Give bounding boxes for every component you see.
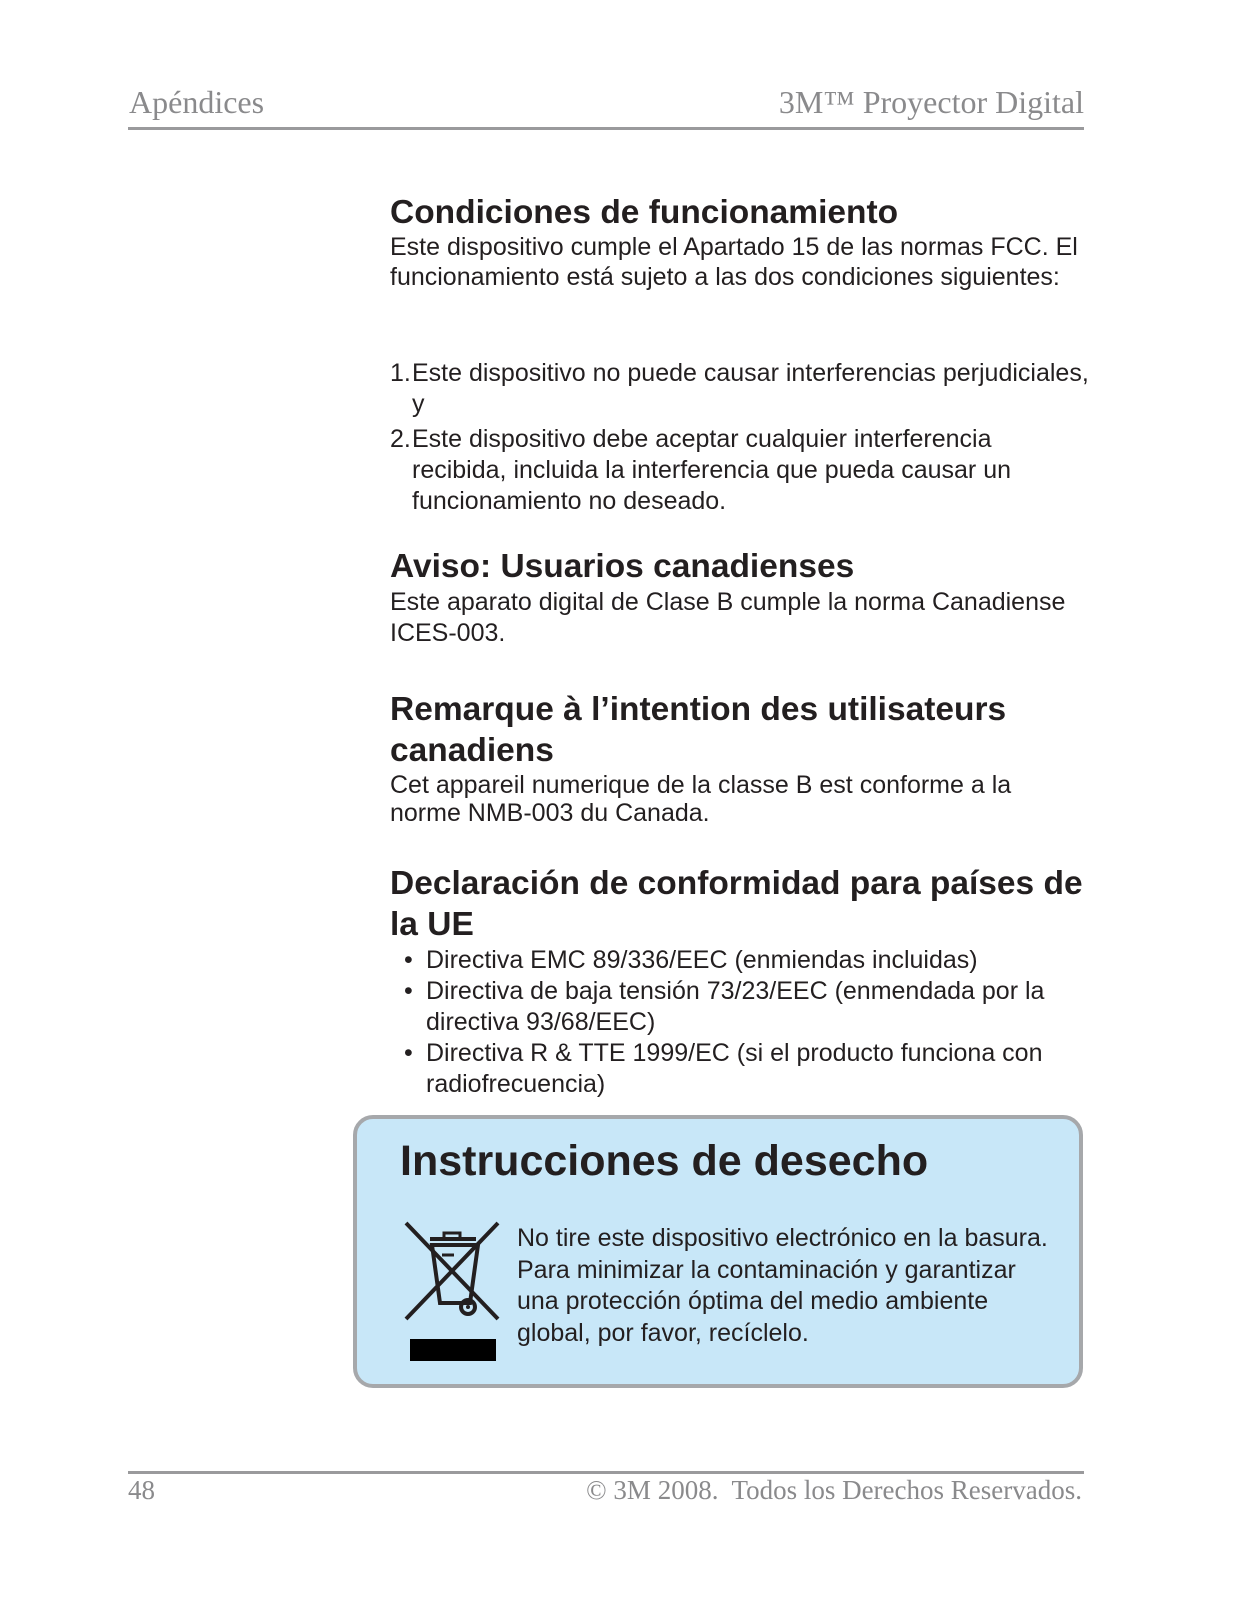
- header-rule: [128, 127, 1084, 130]
- disposal-box: [353, 1115, 1083, 1388]
- section-canadian-notice: [390, 546, 1110, 649]
- disposal-text: No tire este dispositivo electrónico en la basura. Para minimizar la contaminación y garantizar una protección óptima del medio ambiente global, por favor, recíclelo.: [517, 1224, 1048, 1347]
- list-item: [390, 358, 1090, 420]
- disposal-title: Instrucciones de desecho: [400, 1137, 929, 1185]
- section-body: Cet appareil numerique de la classe B est conforme a la norme NMB-003 du Canada.: [390, 771, 1012, 827]
- crossed-out-wheelie-bin-icon: [402, 1215, 502, 1365]
- bullet: •: [404, 977, 413, 1005]
- list-text: Directiva R & TTE 1999/EC (si el producto funciona con radiofrecuencia): [426, 1039, 1043, 1098]
- list-item: [390, 976, 1110, 1038]
- section-operating-conditions: [390, 192, 1110, 292]
- conditions-list: [390, 358, 1090, 517]
- list-item: [390, 424, 1090, 517]
- section-title: Remarque à l’intention des utilisateurs canadiens: [390, 691, 1007, 769]
- list-number: 2.: [390, 425, 411, 453]
- section-title: Declaración de conformidad para países de la UE: [390, 865, 1083, 943]
- list-item: [390, 1038, 1110, 1100]
- list-item: [390, 945, 1110, 976]
- copyright-notice: © 3M 2008. Todos los Derechos Reservados.: [586, 1475, 1082, 1505]
- directives-list: [390, 945, 1110, 1100]
- bullet: •: [404, 946, 413, 974]
- section-title: Aviso: Usuarios canadienses: [390, 548, 855, 585]
- list-text: Este dispositivo no puede causar interferencias perjudiciales, y: [412, 359, 1089, 418]
- section-eu-conformity: [390, 863, 1110, 1100]
- page-number: 48: [128, 1475, 155, 1505]
- section-body: Este aparato digital de Clase B cumple la norma Canadiense ICES-003.: [390, 588, 1066, 647]
- running-header-section: Apéndices: [129, 84, 265, 120]
- bullet: •: [404, 1039, 413, 1067]
- list-number: 1.: [390, 359, 411, 387]
- section-title: Condiciones de funcionamiento: [390, 194, 899, 231]
- list-text: Este dispositivo debe aceptar cualquier interferencia recibida, incluida la interferencia que pueda causar un funcionamiento no deseado.: [412, 425, 1011, 515]
- section-canadian-notice-fr: [390, 689, 1070, 827]
- list-text: Directiva de baja tensión 73/23/EEC (enmendada por la directiva 93/68/EEC): [426, 977, 1045, 1036]
- list-text: Directiva EMC 89/336/EEC (enmiendas incluidas): [426, 946, 978, 974]
- section-intro: Este dispositivo cumple el Apartado 15 de las normas FCC. El funcionamiento está sujeto a las dos condiciones siguientes:: [390, 233, 1078, 291]
- running-header-product: 3M™ Proyector Digital: [778, 84, 1084, 120]
